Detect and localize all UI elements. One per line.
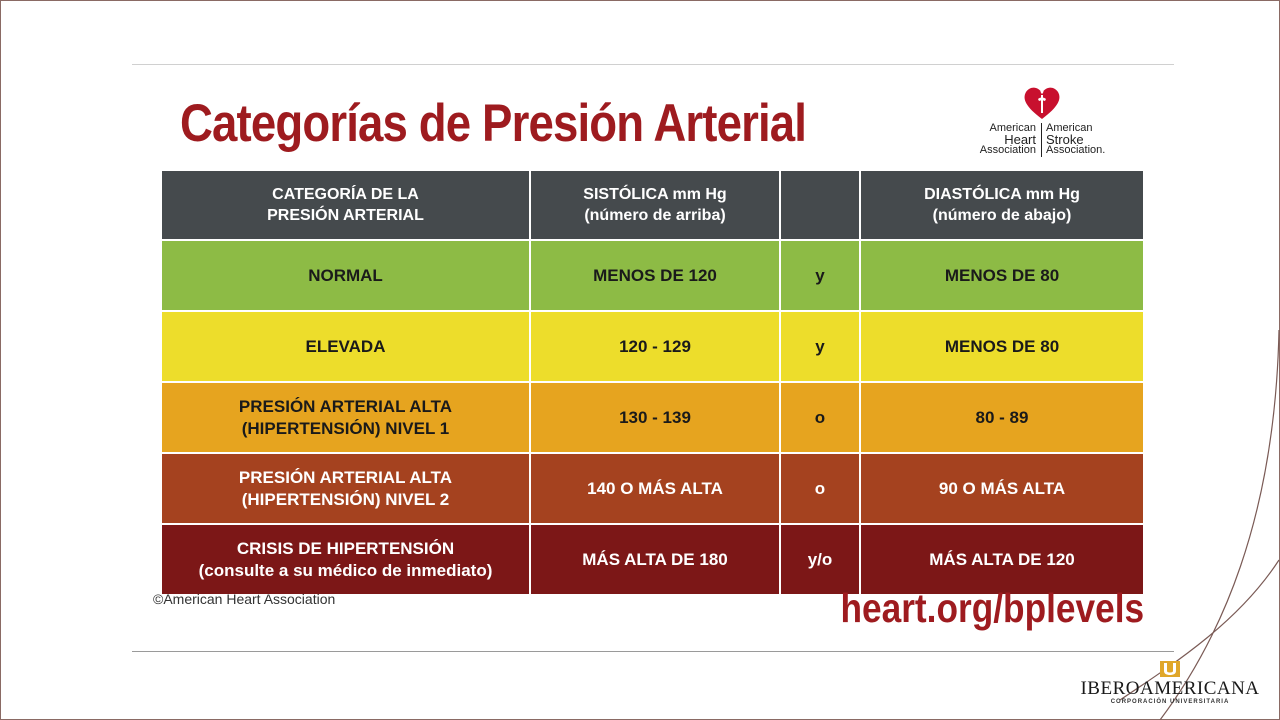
table-row <box>162 453 1143 524</box>
iberoamericana-logo <box>1080 660 1260 710</box>
table-row <box>162 524 1143 594</box>
cell-connector: o <box>780 453 860 524</box>
cell-category: PRESIÓN ARTERIAL ALTA (HIPERTENSIÓN) NIVEL 2 <box>162 453 530 524</box>
cell-connector: y/o <box>780 524 860 594</box>
copyright-text: ©American Heart Association <box>153 591 336 607</box>
aha-logo <box>964 85 1124 165</box>
logo-text: Heart <box>1004 132 1036 147</box>
aha-heart-wordmark <box>964 123 1036 156</box>
logo-text: American <box>989 122 1036 134</box>
cell-category: PRESIÓN ARTERIAL ALTA (HIPERTENSIÓN) NIVEL 1 <box>162 382 530 453</box>
source-url: heart.org/bplevels <box>840 585 1144 631</box>
cell-connector: y <box>780 311 860 382</box>
cell-diastolic: MENOS DE 80 <box>860 311 1143 382</box>
header-systolic: SISTÓLICA mm Hg (número de arriba) <box>530 171 780 240</box>
cell-connector: y <box>780 240 860 311</box>
cell-category: NORMAL <box>162 240 530 311</box>
infographic-title: Categorías de Presión Arterial <box>180 94 807 153</box>
logo-text: American <box>1046 122 1093 134</box>
cell-systolic: 130 - 139 <box>530 382 780 453</box>
logo-divider <box>1041 123 1042 157</box>
cell-systolic: MÁS ALTA DE 180 <box>530 524 780 594</box>
cell-diastolic: 80 - 89 <box>860 382 1143 453</box>
cell-connector: o <box>780 382 860 453</box>
cell-diastolic: MÁS ALTA DE 120 <box>860 524 1143 594</box>
bp-infographic-card <box>132 64 1174 652</box>
header-category: CATEGORÍA DE LA PRESIÓN ARTERIAL <box>162 171 530 240</box>
table-row <box>162 311 1143 382</box>
header-diastolic: DIASTÓLICA mm Hg (número de abajo) <box>860 171 1143 240</box>
logo-text: Stroke <box>1046 132 1084 147</box>
university-shield-icon <box>1159 660 1181 678</box>
header-connector <box>780 171 860 240</box>
aha-stroke-wordmark <box>1046 123 1136 156</box>
cell-category: CRISIS DE HIPERTENSIÓN (consulte a su médico de inmediato) <box>162 524 530 594</box>
cell-systolic: 120 - 129 <box>530 311 780 382</box>
cell-diastolic: 90 O MÁS ALTA <box>860 453 1143 524</box>
university-name: IBEROAMERICANA <box>1080 678 1260 699</box>
cell-systolic: MENOS DE 120 <box>530 240 780 311</box>
table-row <box>162 240 1143 311</box>
logo-text: Association <box>1046 144 1103 156</box>
cell-category: ELEVADA <box>162 311 530 382</box>
logo-mark: . <box>1102 144 1106 156</box>
university-subtitle: CORPORACIÓN UNIVERSITARIA <box>1110 699 1230 705</box>
bp-categories-table <box>162 171 1143 594</box>
cell-systolic: 140 O MÁS ALTA <box>530 453 780 524</box>
table-row <box>162 382 1143 453</box>
heart-torch-icon <box>1022 85 1062 121</box>
table-header-row <box>162 171 1143 240</box>
logo-text: Association <box>979 144 1036 156</box>
cell-diastolic: MENOS DE 80 <box>860 240 1143 311</box>
